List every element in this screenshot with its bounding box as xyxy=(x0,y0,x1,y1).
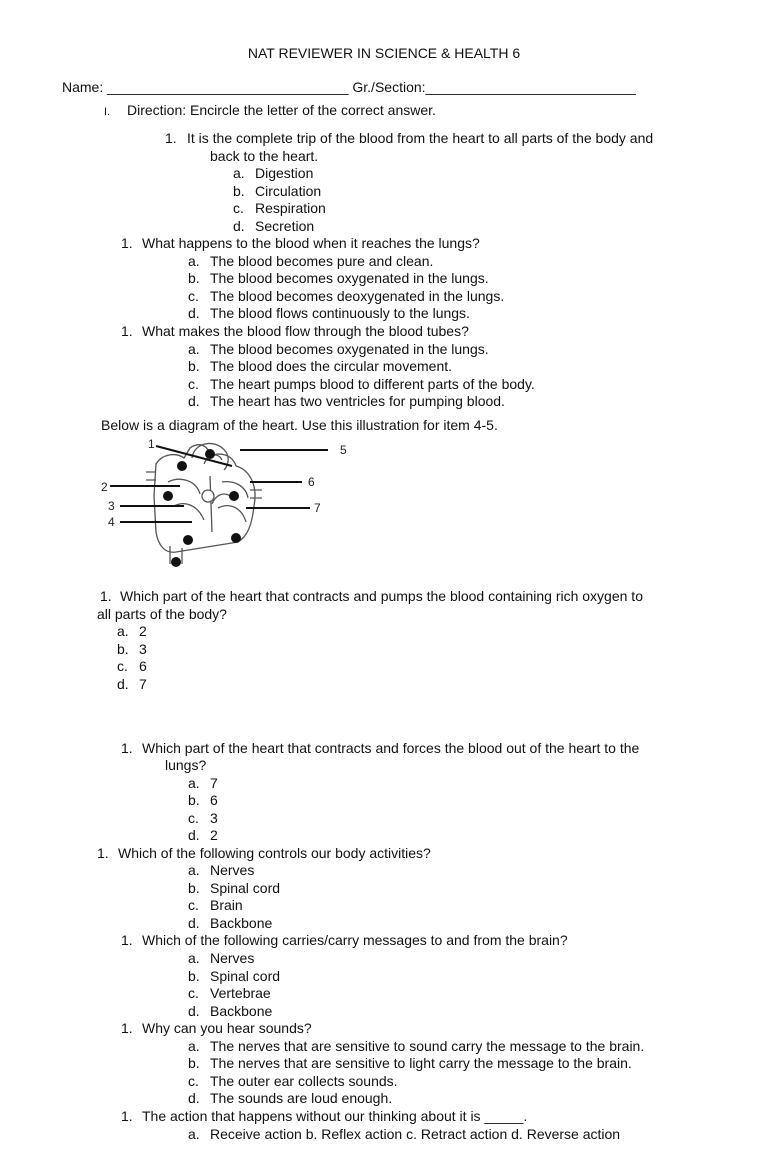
page-title: NAT REVIEWER IN SCIENCE & HEALTH 6 xyxy=(247,45,521,61)
choice-letter: d. xyxy=(233,218,245,234)
choice-letter: d. xyxy=(188,827,200,843)
question-text: Which part of the heart that contracts and forces the blood out of the heart to the xyxy=(142,740,640,756)
choice-text: Nerves xyxy=(210,862,255,878)
choice-text: The heart has two ventricles for pumping blood. xyxy=(210,393,505,409)
choice-text: 3 xyxy=(139,641,147,657)
choice-text: Spinal cord xyxy=(210,968,281,984)
choice-letter: a. xyxy=(117,623,129,639)
diagram-label-6: 6 xyxy=(308,475,315,489)
marker-dot xyxy=(163,491,173,501)
marker-dot xyxy=(229,491,239,501)
choice-text: Digestion xyxy=(255,165,314,181)
choice-letter: b. xyxy=(117,641,129,657)
question-text: It is the complete trip of the blood from the heart to all parts of the body and xyxy=(187,130,654,146)
choice-text: Nerves xyxy=(210,950,255,966)
choice-text: Circulation xyxy=(255,183,322,199)
choice-letter: d. xyxy=(188,305,200,321)
choice-letter: c. xyxy=(188,897,199,913)
choice-letter: b. xyxy=(188,358,200,374)
marker-dot xyxy=(171,557,181,567)
choice-letter: c. xyxy=(117,658,128,674)
choice-letter: a. xyxy=(188,1126,200,1142)
choice-letter: c. xyxy=(188,376,199,392)
question-text-continued: back to the heart. xyxy=(210,148,319,164)
choice-letter: b. xyxy=(188,1055,200,1071)
choice-letter: b. xyxy=(188,792,200,808)
marker-dot xyxy=(177,461,187,471)
choice-text: Secretion xyxy=(255,218,315,234)
question-number: 1. xyxy=(121,740,133,756)
choice-text: 7 xyxy=(210,775,218,791)
choice-letter: a. xyxy=(188,950,200,966)
choice-letter: c. xyxy=(188,288,199,304)
question-text-continued: lungs? xyxy=(165,757,207,773)
choice-letter: d. xyxy=(188,1003,200,1019)
choice-text: Vertebrae xyxy=(210,985,271,1001)
choice-text: The blood does the circular movement. xyxy=(210,358,453,374)
question-number: 1. xyxy=(97,845,109,861)
question-text: Which part of the heart that contracts and pumps the blood containing rich oxygen to xyxy=(120,588,643,604)
choice-text: The nerves that are sensitive to sound carry the message to the brain. xyxy=(210,1038,645,1054)
choice-letter: a. xyxy=(188,253,200,269)
choice-letter: c. xyxy=(233,200,244,216)
marker-dot xyxy=(202,490,214,502)
diagram-intro: Below is a diagram of the heart. Use this illustration for item 4-5. xyxy=(101,417,498,433)
choice-letter: a. xyxy=(188,862,200,878)
marker-dot xyxy=(183,535,193,545)
direction-number: I. xyxy=(104,106,111,118)
question-number: 1. xyxy=(165,130,177,146)
choice-text: Spinal cord xyxy=(210,880,281,896)
question-number: 1. xyxy=(121,1020,133,1036)
choice-text: The blood becomes deoxygenated in the lungs. xyxy=(210,288,505,304)
choice-text: 7 xyxy=(139,676,147,692)
heart-diagram xyxy=(100,436,360,568)
choice-letter: b. xyxy=(233,183,245,199)
question-number: 1. xyxy=(121,235,133,251)
diagram-label-4: 4 xyxy=(108,515,115,529)
choice-text: The nerves that are sensitive to light carry the message to the brain. xyxy=(210,1055,632,1071)
choice-text: The blood becomes pure and clean. xyxy=(210,253,434,269)
name-section-line: Name: _______________________________ Gr./Section:___________________________ xyxy=(62,79,636,95)
choice-letter: c. xyxy=(188,985,199,1001)
choice-letter: a. xyxy=(188,1038,200,1054)
choice-letter: a. xyxy=(188,775,200,791)
choice-text: 2 xyxy=(210,827,218,843)
diagram-label-7: 7 xyxy=(314,501,321,515)
choice-text: The blood becomes oxygenated in the lungs. xyxy=(210,270,489,286)
choice-text: The outer ear collects sounds. xyxy=(210,1073,398,1089)
diagram-label-5: 5 xyxy=(340,443,347,457)
diagram-label-1: 1 xyxy=(148,437,155,451)
choice-text: 2 xyxy=(139,623,147,639)
choice-text: The blood flows continuously to the lungs. xyxy=(210,305,470,321)
choice-letter: a. xyxy=(188,341,200,357)
question-text: Why can you hear sounds? xyxy=(142,1020,312,1036)
question-text: What makes the blood flow through the blood tubes? xyxy=(142,323,469,339)
choice-text: Backbone xyxy=(210,915,273,931)
diagram-label-3: 3 xyxy=(108,499,115,513)
question-number: 1. xyxy=(121,932,133,948)
choice-letter: a. xyxy=(233,165,245,181)
choice-text: 3 xyxy=(210,810,218,826)
question-text-continued: all parts of the body? xyxy=(97,606,227,622)
question-text: The action that happens without our thinking about it is _____. xyxy=(142,1108,528,1124)
choice-text: Respiration xyxy=(255,200,326,216)
choice-letter: c. xyxy=(188,1073,199,1089)
question-number: 1. xyxy=(100,588,112,604)
choices-inline: Receive action b. Reflex action c. Retract action d. Reverse action xyxy=(210,1126,621,1142)
choice-letter: b. xyxy=(188,270,200,286)
marker-dot xyxy=(205,449,215,459)
choice-letter: d. xyxy=(188,915,200,931)
choice-text: The sounds are loud enough. xyxy=(210,1090,393,1106)
choice-text: 6 xyxy=(210,792,218,808)
choice-text: The blood becomes oxygenated in the lungs. xyxy=(210,341,489,357)
choice-text: The heart pumps blood to different parts of the body. xyxy=(210,376,535,392)
question-text: What happens to the blood when it reaches the lungs? xyxy=(142,235,480,251)
choice-text: 6 xyxy=(139,658,147,674)
choice-letter: d. xyxy=(188,393,200,409)
choice-letter: b. xyxy=(188,968,200,984)
marker-dot xyxy=(231,533,241,543)
question-text: Which of the following controls our body activities? xyxy=(118,845,431,861)
choice-letter: c. xyxy=(188,810,199,826)
diagram-label-2: 2 xyxy=(101,480,108,494)
question-number: 1. xyxy=(121,323,133,339)
septum xyxy=(210,476,212,532)
choice-text: Brain xyxy=(210,897,243,913)
direction-text: Direction: Encircle the letter of the correct answer. xyxy=(127,102,436,118)
choice-letter: d. xyxy=(117,676,129,692)
choice-text: Backbone xyxy=(210,1003,273,1019)
question-number: 1. xyxy=(121,1108,133,1124)
choice-letter: b. xyxy=(188,880,200,896)
question-text: Which of the following carries/carry messages to and from the brain? xyxy=(142,932,568,948)
choice-letter: d. xyxy=(188,1090,200,1106)
